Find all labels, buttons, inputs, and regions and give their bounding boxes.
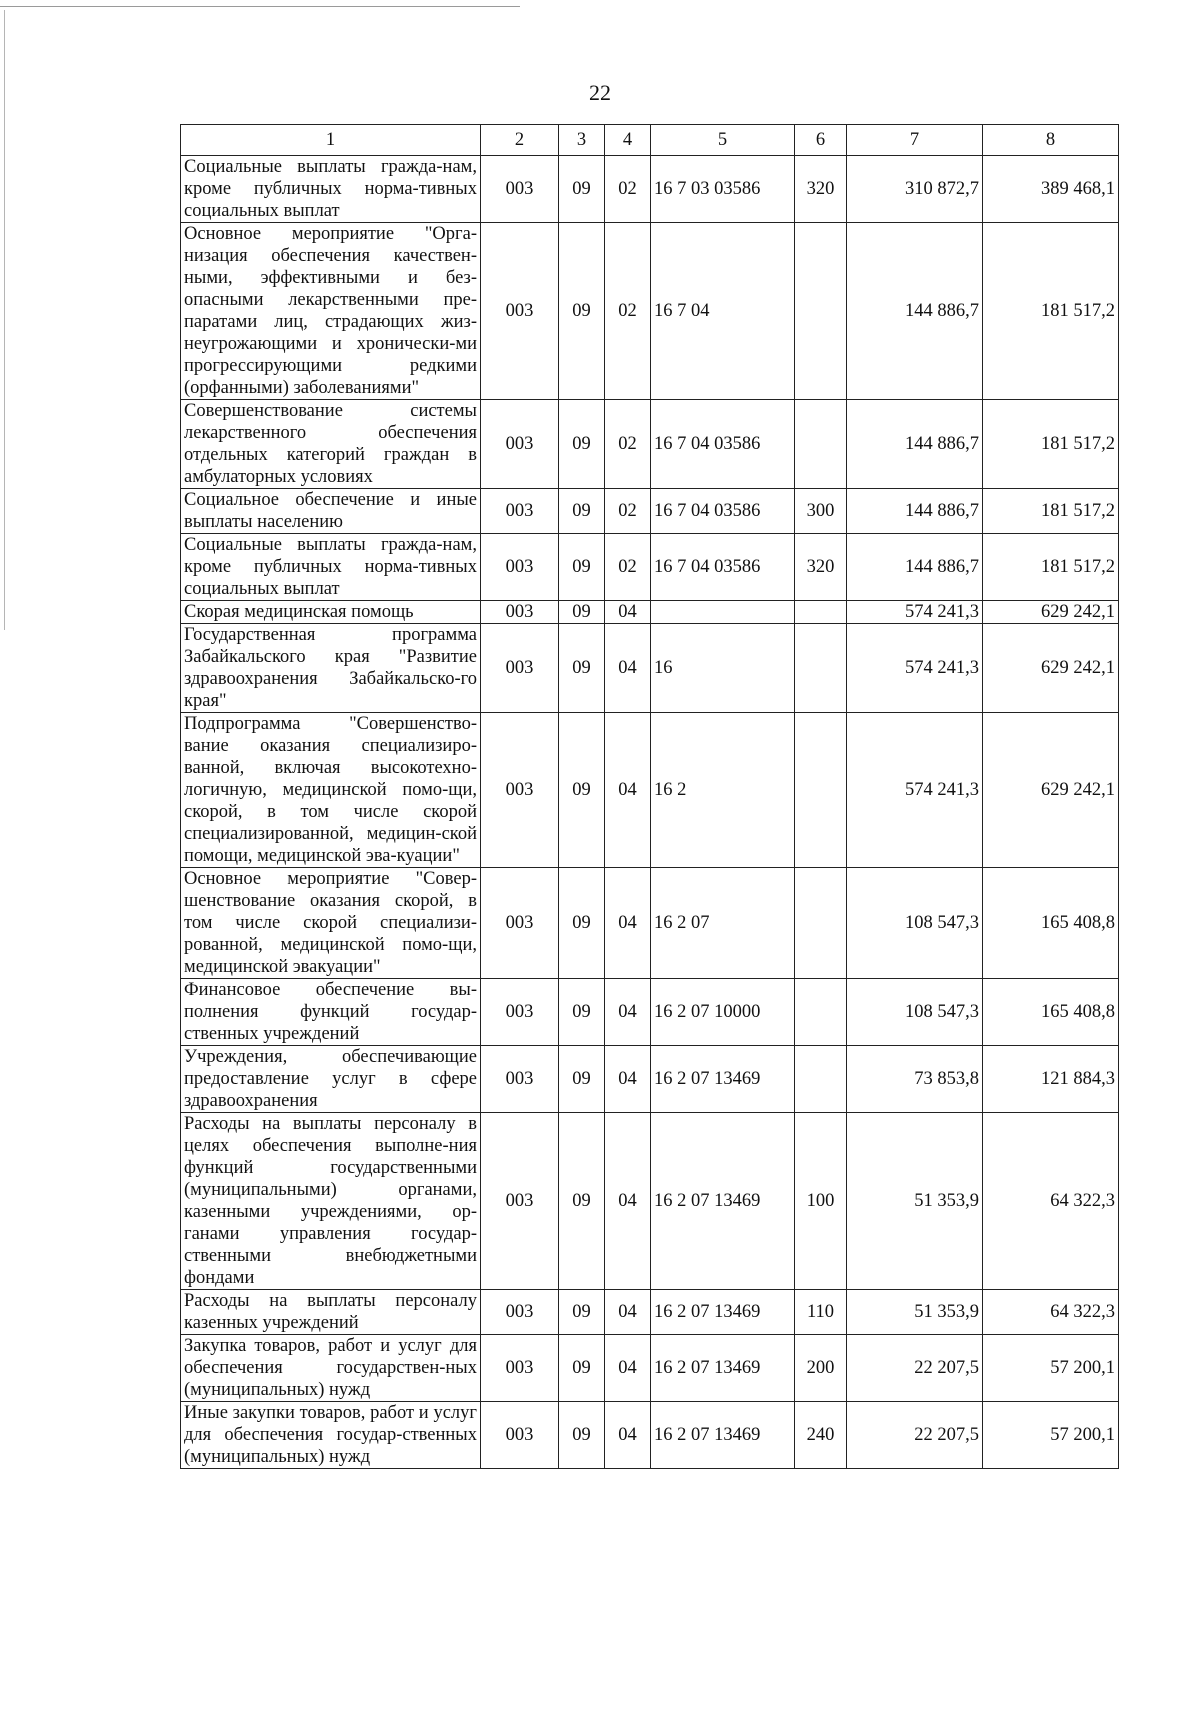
amount-col7: 51 353,9 bbox=[847, 1113, 983, 1290]
amount-col8: 165 408,8 bbox=[983, 868, 1119, 979]
ministry-code: 003 bbox=[481, 223, 559, 400]
section-code: 09 bbox=[559, 1335, 605, 1402]
amount-col8: 181 517,2 bbox=[983, 534, 1119, 601]
section-code: 09 bbox=[559, 1402, 605, 1469]
item-name: Расходы на выплаты персоналу в целях обеспечения выполне-ния функций государственными (муниципальными) органами, казенными учреждениями, ор-ганами управления государ-ственными внебюджетными фондами bbox=[181, 1113, 481, 1290]
item-name: Социальное обеспечение и иные выплаты населению bbox=[181, 489, 481, 534]
subsection-code: 04 bbox=[605, 1113, 651, 1290]
item-name: Основное мероприятие "Совер-шенствование оказания скорой, в том числе скорой специализи-рованной, медицинской помо-щи, медицинской эвакуации" bbox=[181, 868, 481, 979]
table-row bbox=[181, 601, 1119, 624]
amount-col7: 144 886,7 bbox=[847, 223, 983, 400]
section-code: 09 bbox=[559, 713, 605, 868]
amount-col7: 108 547,3 bbox=[847, 979, 983, 1046]
target-article-code bbox=[651, 601, 795, 624]
ministry-code: 003 bbox=[481, 713, 559, 868]
amount-col7: 108 547,3 bbox=[847, 868, 983, 979]
table-row bbox=[181, 400, 1119, 489]
ministry-code: 003 bbox=[481, 1290, 559, 1335]
table-row bbox=[181, 489, 1119, 534]
amount-col8: 64 322,3 bbox=[983, 1290, 1119, 1335]
ministry-code: 003 bbox=[481, 1335, 559, 1402]
amount-col7: 310 872,7 bbox=[847, 156, 983, 223]
item-name: Социальные выплаты гражда-нам, кроме публичных норма-тивных социальных выплат bbox=[181, 156, 481, 223]
ministry-code: 003 bbox=[481, 534, 559, 601]
table-row bbox=[181, 624, 1119, 713]
subsection-code: 04 bbox=[605, 1046, 651, 1113]
item-name: Совершенствование системы лекарственного обеспечения отдельных категорий граждан в амбулаторных условиях bbox=[181, 400, 481, 489]
section-code: 09 bbox=[559, 1290, 605, 1335]
table-row bbox=[181, 868, 1119, 979]
section-code: 09 bbox=[559, 400, 605, 489]
amount-col8: 57 200,1 bbox=[983, 1335, 1119, 1402]
amount-col8: 165 408,8 bbox=[983, 979, 1119, 1046]
item-name: Финансовое обеспечение вы-полнения функций государ-ственных учреждений bbox=[181, 979, 481, 1046]
expense-type-code: 200 bbox=[795, 1335, 847, 1402]
item-name: Закупка товаров, работ и услуг для обеспечения государствен-ных (муниципальных) нужд bbox=[181, 1335, 481, 1402]
amount-col7: 144 886,7 bbox=[847, 534, 983, 601]
column-header: 7 bbox=[847, 125, 983, 156]
amount-col7: 144 886,7 bbox=[847, 400, 983, 489]
subsection-code: 04 bbox=[605, 979, 651, 1046]
amount-col8: 181 517,2 bbox=[983, 400, 1119, 489]
target-article-code: 16 2 07 13469 bbox=[651, 1335, 795, 1402]
ministry-code: 003 bbox=[481, 601, 559, 624]
subsection-code: 02 bbox=[605, 156, 651, 223]
column-header: 1 bbox=[181, 125, 481, 156]
ministry-code: 003 bbox=[481, 868, 559, 979]
subsection-code: 02 bbox=[605, 489, 651, 534]
amount-col8: 57 200,1 bbox=[983, 1402, 1119, 1469]
section-code: 09 bbox=[559, 601, 605, 624]
ministry-code: 003 bbox=[481, 1402, 559, 1469]
expense-type-code bbox=[795, 868, 847, 979]
expense-type-code: 240 bbox=[795, 1402, 847, 1469]
item-name: Государственная программа Забайкальского края "Развитие здравоохранения Забайкальско-го края" bbox=[181, 624, 481, 713]
amount-col8: 121 884,3 bbox=[983, 1046, 1119, 1113]
amount-col7: 144 886,7 bbox=[847, 489, 983, 534]
target-article-code: 16 7 04 03586 bbox=[651, 534, 795, 601]
ministry-code: 003 bbox=[481, 1113, 559, 1290]
subsection-code: 04 bbox=[605, 601, 651, 624]
scan-edge-line bbox=[0, 6, 520, 7]
section-code: 09 bbox=[559, 979, 605, 1046]
item-name: Основное мероприятие "Орга-низация обеспечения качествен-ными, эффективными и без-опасными лекарственными пре-паратами лиц, страдающих жиз-неугрожающими и хронически-ми прогрессирующими редкими (орфанными) заболеваниями" bbox=[181, 223, 481, 400]
section-code: 09 bbox=[559, 223, 605, 400]
expense-type-code bbox=[795, 223, 847, 400]
section-code: 09 bbox=[559, 534, 605, 601]
amount-col7: 574 241,3 bbox=[847, 713, 983, 868]
amount-col7: 574 241,3 bbox=[847, 624, 983, 713]
subsection-code: 02 bbox=[605, 400, 651, 489]
target-article-code: 16 2 bbox=[651, 713, 795, 868]
column-number-row bbox=[181, 125, 1119, 156]
section-code: 09 bbox=[559, 1046, 605, 1113]
item-name: Иные закупки товаров, работ и услуг для обеспечения государ-ственных (муниципальных) нужд bbox=[181, 1402, 481, 1469]
ministry-code: 003 bbox=[481, 624, 559, 713]
target-article-code: 16 2 07 10000 bbox=[651, 979, 795, 1046]
ministry-code: 003 bbox=[481, 979, 559, 1046]
expense-type-code: 300 bbox=[795, 489, 847, 534]
amount-col7: 22 207,5 bbox=[847, 1335, 983, 1402]
target-article-code: 16 2 07 13469 bbox=[651, 1290, 795, 1335]
subsection-code: 04 bbox=[605, 624, 651, 713]
section-code: 09 bbox=[559, 868, 605, 979]
expense-type-code bbox=[795, 1046, 847, 1113]
table-row bbox=[181, 534, 1119, 601]
table-row bbox=[181, 156, 1119, 223]
subsection-code: 02 bbox=[605, 534, 651, 601]
table-row bbox=[181, 1113, 1119, 1290]
expense-type-code bbox=[795, 624, 847, 713]
target-article-code: 16 7 03 03586 bbox=[651, 156, 795, 223]
section-code: 09 bbox=[559, 156, 605, 223]
section-code: 09 bbox=[559, 489, 605, 534]
expense-type-code bbox=[795, 713, 847, 868]
table-row bbox=[181, 223, 1119, 400]
ministry-code: 003 bbox=[481, 489, 559, 534]
expense-type-code: 320 bbox=[795, 534, 847, 601]
amount-col8: 181 517,2 bbox=[983, 223, 1119, 400]
item-name: Учреждения, обеспечивающие предоставление услуг в сфере здравоохранения bbox=[181, 1046, 481, 1113]
table-row bbox=[181, 713, 1119, 868]
column-header: 6 bbox=[795, 125, 847, 156]
expense-type-code: 110 bbox=[795, 1290, 847, 1335]
expense-type-code bbox=[795, 400, 847, 489]
item-name: Социальные выплаты гражда-нам, кроме публичных норма-тивных социальных выплат bbox=[181, 534, 481, 601]
subsection-code: 04 bbox=[605, 1335, 651, 1402]
amount-col7: 51 353,9 bbox=[847, 1290, 983, 1335]
subsection-code: 04 bbox=[605, 1290, 651, 1335]
table-row bbox=[181, 1046, 1119, 1113]
column-header: 4 bbox=[605, 125, 651, 156]
table-row bbox=[181, 1290, 1119, 1335]
amount-col8: 629 242,1 bbox=[983, 601, 1119, 624]
target-article-code: 16 bbox=[651, 624, 795, 713]
target-article-code: 16 7 04 03586 bbox=[651, 400, 795, 489]
target-article-code: 16 2 07 13469 bbox=[651, 1113, 795, 1290]
item-name: Расходы на выплаты персоналу казенных учреждений bbox=[181, 1290, 481, 1335]
ministry-code: 003 bbox=[481, 400, 559, 489]
table-row bbox=[181, 979, 1119, 1046]
target-article-code: 16 7 04 bbox=[651, 223, 795, 400]
amount-col7: 22 207,5 bbox=[847, 1402, 983, 1469]
ministry-code: 003 bbox=[481, 1046, 559, 1113]
section-code: 09 bbox=[559, 624, 605, 713]
amount-col8: 629 242,1 bbox=[983, 624, 1119, 713]
section-code: 09 bbox=[559, 1113, 605, 1290]
column-header: 5 bbox=[651, 125, 795, 156]
expense-type-code bbox=[795, 601, 847, 624]
target-article-code: 16 2 07 bbox=[651, 868, 795, 979]
item-name: Подпрограмма "Совершенство-вание оказания специализиро-ванной, включая высокотехно-логичную, медицинской помо-щи, скорой, в том числе скорой специализированной, медицин-ской помощи, медицинской эва-куации" bbox=[181, 713, 481, 868]
subsection-code: 04 bbox=[605, 713, 651, 868]
amount-col7: 574 241,3 bbox=[847, 601, 983, 624]
column-header: 3 bbox=[559, 125, 605, 156]
target-article-code: 16 2 07 13469 bbox=[651, 1046, 795, 1113]
amount-col7: 73 853,8 bbox=[847, 1046, 983, 1113]
amount-col8: 629 242,1 bbox=[983, 713, 1119, 868]
subsection-code: 04 bbox=[605, 868, 651, 979]
subsection-code: 02 bbox=[605, 223, 651, 400]
expense-type-code: 320 bbox=[795, 156, 847, 223]
target-article-code: 16 2 07 13469 bbox=[651, 1402, 795, 1469]
amount-col8: 389 468,1 bbox=[983, 156, 1119, 223]
column-header: 2 bbox=[481, 125, 559, 156]
budget-table bbox=[180, 124, 1119, 1469]
table-row bbox=[181, 1335, 1119, 1402]
page-number: 22 bbox=[589, 80, 611, 105]
column-header: 8 bbox=[983, 125, 1119, 156]
subsection-code: 04 bbox=[605, 1402, 651, 1469]
item-name: Скорая медицинская помощь bbox=[181, 601, 481, 624]
target-article-code: 16 7 04 03586 bbox=[651, 489, 795, 534]
table-row bbox=[181, 1402, 1119, 1469]
expense-type-code: 100 bbox=[795, 1113, 847, 1290]
ministry-code: 003 bbox=[481, 156, 559, 223]
expense-type-code bbox=[795, 979, 847, 1046]
amount-col8: 181 517,2 bbox=[983, 489, 1119, 534]
amount-col8: 64 322,3 bbox=[983, 1113, 1119, 1290]
